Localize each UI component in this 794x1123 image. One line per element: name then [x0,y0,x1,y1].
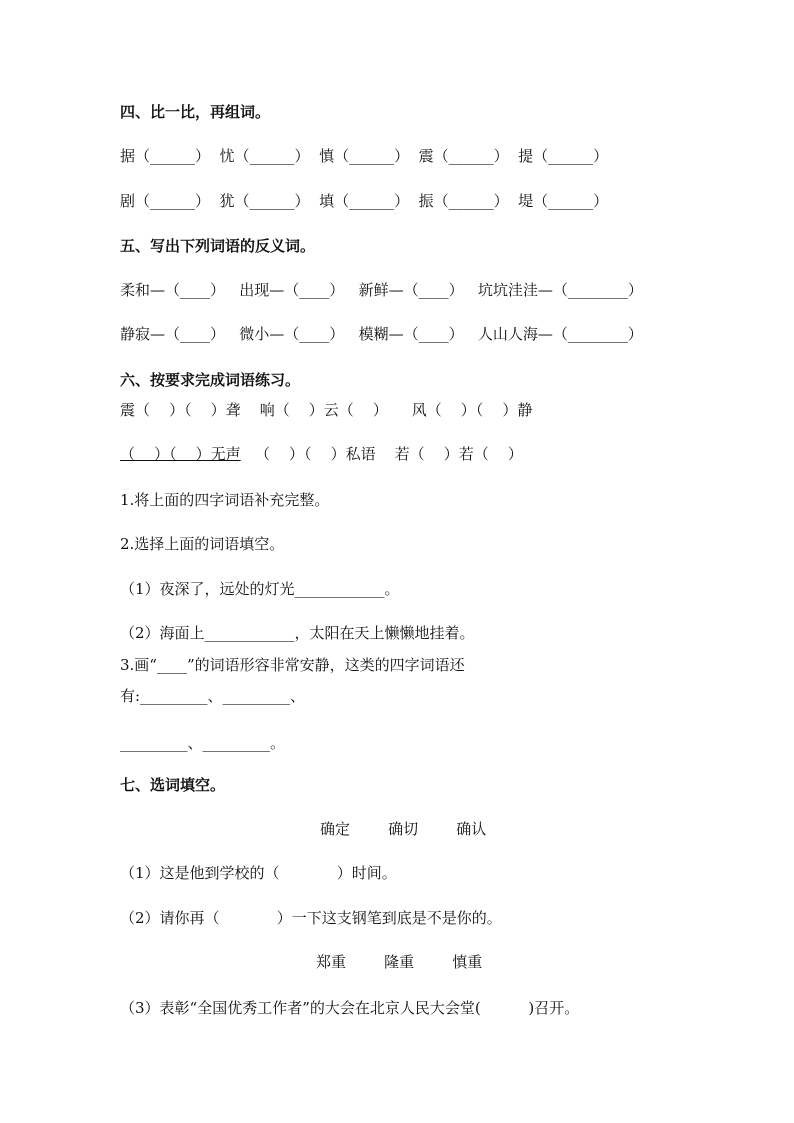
underlined-idiom: （ ）（ ）无声 [120,445,241,463]
section6-q3-line3: _________、_________。 [120,734,286,752]
section6-heading: 六、按要求完成词语练习。 [120,371,301,389]
section5-row1: 柔和—（____） 出现—（____） 新鲜—（____） 坑坑洼洼—（________） [120,281,643,299]
section7-q1: （1）这是他到学校的（ ）时间。 [120,864,397,882]
section7-word-bank-1: 确定 确切 确认 [320,820,487,838]
section7-q2: （2）请你再（ ）一下这支钢笔到底是不是你的。 [120,909,502,927]
section6-row1: 震（ ）（ ）聋 响（ ）云（ ） 风（ ）（ ）静 [120,401,533,419]
section6-q2-1: （1）夜深了，远处的灯光____________。 [120,580,400,598]
section7-word-bank-2: 郑重 隆重 慎重 [316,953,483,971]
section4-row1: 据（______） 忧（______） 慎（______） 震（______） 提（______） [120,147,609,165]
section6-row2 [120,443,523,465]
section4-row2: 剧（______） 犹（______） 填（______） 振（______） 堤（______） [120,192,609,210]
section6-q2-2: （2）海面上____________，太阳在天上懒懒地挂着。 [120,624,475,642]
section5-heading: 五、写出下列词语的反义词。 [120,237,316,255]
section6-q3-line1: 3.画“____”的词语形容非常安静，这类的四字词语还 [120,656,465,674]
section6-q3-line2: 有:_________、_________、 [120,687,306,705]
section6-q2: 2.选择上面的词语填空。 [120,535,285,553]
section7-q3: （3）表彰“全国优秀工作者”的大会在北京人民大会堂( )召开。 [120,999,580,1017]
section4-heading: 四、比一比，再组词。 [120,103,271,121]
section6-q1: 1.将上面的四字词语补充完整。 [120,491,330,509]
section7-heading: 七、选词填空。 [120,776,226,794]
section6-row2-rest: （ ）（ ）私语 若（ ）若（ ） [240,445,523,463]
section5-row2: 静寂—（____） 微小—（____） 模糊—（____） 人山人海—（________） [120,325,643,343]
